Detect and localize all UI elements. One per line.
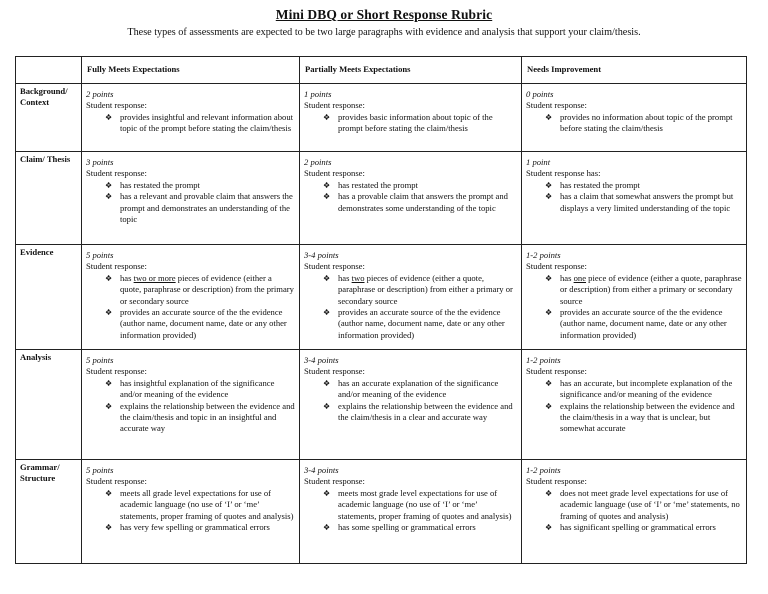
response-intro: Student response: [304,261,365,272]
rubric-cell [82,152,300,245]
points-label: 5 points [86,250,114,260]
response-intro: Student response has: [526,168,601,179]
rubric-cell [522,350,747,460]
column-header: Partially Meets Expectations [300,57,522,84]
criteria-list [526,273,742,341]
response-intro: Student response: [304,476,365,487]
rubric-cell [522,152,747,245]
rubric-cell [82,84,300,152]
rubric-cell [82,245,300,350]
points-label: 5 points [86,465,114,475]
criterion-label: Analysis [16,350,82,460]
criteria-list [526,488,742,534]
criteria-list [86,273,295,341]
criteria-emphasis: two [351,272,365,283]
response-intro: Student response: [526,476,587,487]
rubric-cell [300,460,522,564]
criteria-item: ❖ has restated the prompt [338,180,517,191]
criteria-item: ❖ has some spelling or grammatical errors [338,522,517,533]
response-intro: Student response: [526,366,587,377]
rubric-cell [522,245,747,350]
rubric-cell [522,460,747,564]
points-label: 3-4 points [304,355,339,365]
response-intro: Student response: [86,100,147,111]
rubric-row [16,245,747,350]
criteria-item: ❖ has insightful explanation of the significance and/or meaning of the evidence [120,378,295,401]
criterion-label: Grammar/ Structure [16,460,82,564]
criteria-item: ❖ has an accurate explanation of the significance and/or meaning of the evidence [338,378,517,401]
criteria-item: ❖ has restated the prompt [560,180,742,191]
rubric-row [16,84,747,152]
response-intro: Student response: [304,168,365,179]
criteria-item: ❖ meets all grade level expectations for use of academic language (no use of ‘I’ or ‘me’ statements, proper framing of quotes and analysis) [120,488,295,522]
header-row [16,57,747,84]
criteria-item: ❖ provides an accurate source of the the evidence (author name, document name, date or any other information provided) [560,307,742,341]
criteria-list [86,180,295,226]
criteria-item: ❖ provides no information about topic of the prompt before stating the claim/thesis [560,112,742,135]
criteria-item: ❖ provides insightful and relevant information about topic of the prompt before stating the claim/thesis [120,112,295,135]
criterion-label: Claim/ Thesis [16,152,82,245]
column-header: Needs Improvement [522,57,747,84]
criteria-item [560,273,742,307]
criteria-emphasis: two or more [133,272,176,283]
criteria-item: ❖ provides an accurate source of the the evidence (author name, document name, date or any other information provided) [120,307,295,341]
criteria-list [304,273,517,341]
criteria-list [526,112,742,135]
criteria-item: ❖ provides an accurate source of the the evidence (author name, document name, date or any other information provided) [338,307,517,341]
criteria-item: ❖ has an accurate, but incomplete explanation of the significance and/or meaning of the evidence [560,378,742,401]
criterion-label: Evidence [16,245,82,350]
criteria-item: ❖ has restated the prompt [120,180,295,191]
rubric-body [16,84,747,564]
response-intro: Student response: [526,100,587,111]
rubric-row [16,350,747,460]
response-intro: Student response: [86,168,147,179]
page-title: Mini DBQ or Short Response Rubric [275,7,493,22]
criteria-item: ❖ has a provable claim that answers the prompt and demonstrates some understanding of the topic [338,191,517,214]
criteria-item: ❖ has very few spelling or grammatical errors [120,522,295,533]
rubric-row [16,152,747,245]
rubric-row [16,460,747,564]
criteria-list [86,378,295,435]
criteria-list [304,112,517,135]
criteria-item: ❖ meets most grade level expectations for use of academic language (no use of ‘I’ or ‘me’ statements, proper framing of quotes and analysis) [338,488,517,522]
points-label: 1 point [526,157,551,167]
criteria-item: ❖ has significant spelling or grammatical errors [560,522,742,533]
points-label: 2 points [86,89,114,99]
criteria-item: ❖ provides basic information about topic of the prompt before stating the claim/thesis [338,112,517,135]
points-label: 0 points [526,89,554,99]
points-label: 3-4 points [304,250,339,260]
criteria-item: ❖ does not meet grade level expectations for use of academic language (use of ‘I’ or ‘me’ statements, no framing of quotes and analysis) [560,488,742,522]
criteria-list [526,378,742,435]
criteria-text: has [338,272,352,283]
response-intro: Student response: [86,366,147,377]
criteria-item: ❖ has a relevant and provable claim that answers the prompt and demonstrates an understanding of the topic [120,191,295,225]
response-intro: Student response: [86,476,147,487]
points-label: 1 points [304,89,332,99]
rubric-cell [82,460,300,564]
points-label: 2 points [304,157,332,167]
criteria-text: has [560,272,574,283]
response-intro: Student response: [86,261,147,272]
points-label: 1-2 points [526,465,561,475]
criteria-list [304,180,517,214]
criteria-text: has [120,272,134,283]
response-intro: Student response: [526,261,587,272]
criteria-item: ❖ explains the relationship between the evidence and the claim/thesis and topic in an insightful and accurate way [120,401,295,435]
criteria-list [304,378,517,424]
criteria-text: pieces of evidence (either a quote, paraphrase or description) from either a primary or secondary source [338,272,513,306]
page-subtitle: These types of assessments are expected to be two large paragraphs with evidence and analysis that support your claim/thesis. [127,27,641,38]
points-label: 1-2 points [526,250,561,260]
rubric-table [15,56,747,564]
rubric-cell [300,84,522,152]
criteria-list [526,180,742,214]
rubric-cell [300,152,522,245]
points-label: 5 points [86,355,114,365]
criteria-list [304,488,517,534]
criteria-text: pieces of evidence (either a quote, paraphrase or description) from the primary or secondary source [120,272,294,306]
criteria-item: ❖ has a claim that somewhat answers the prompt but displays a very limited understanding of the topic [560,191,742,214]
rubric-cell [300,350,522,460]
criteria-item: ❖ explains the relationship between the evidence and the claim/thesis in a clear and accurate way [338,401,517,424]
column-header: Fully Meets Expectations [82,57,300,84]
response-intro: Student response: [304,366,365,377]
points-label: 3 points [86,157,114,167]
criteria-list [86,488,295,534]
criteria-list [86,112,295,135]
points-label: 3-4 points [304,465,339,475]
corner-cell [16,57,82,84]
criterion-label: Background/ Context [16,84,82,152]
criteria-item [120,273,295,307]
rubric-cell [300,245,522,350]
criteria-text: piece of evidence (either a quote, paraphrase or description) from either a primary or secondary source [560,272,742,306]
criteria-item [338,273,517,307]
criteria-item: ❖ explains the relationship between the evidence and the claim/thesis in a way that is unclear, but somewhat accurate [560,401,742,435]
criteria-emphasis: one [573,272,587,283]
response-intro: Student response: [304,100,365,111]
points-label: 1-2 points [526,355,561,365]
rubric-cell [522,84,747,152]
rubric-cell [82,350,300,460]
